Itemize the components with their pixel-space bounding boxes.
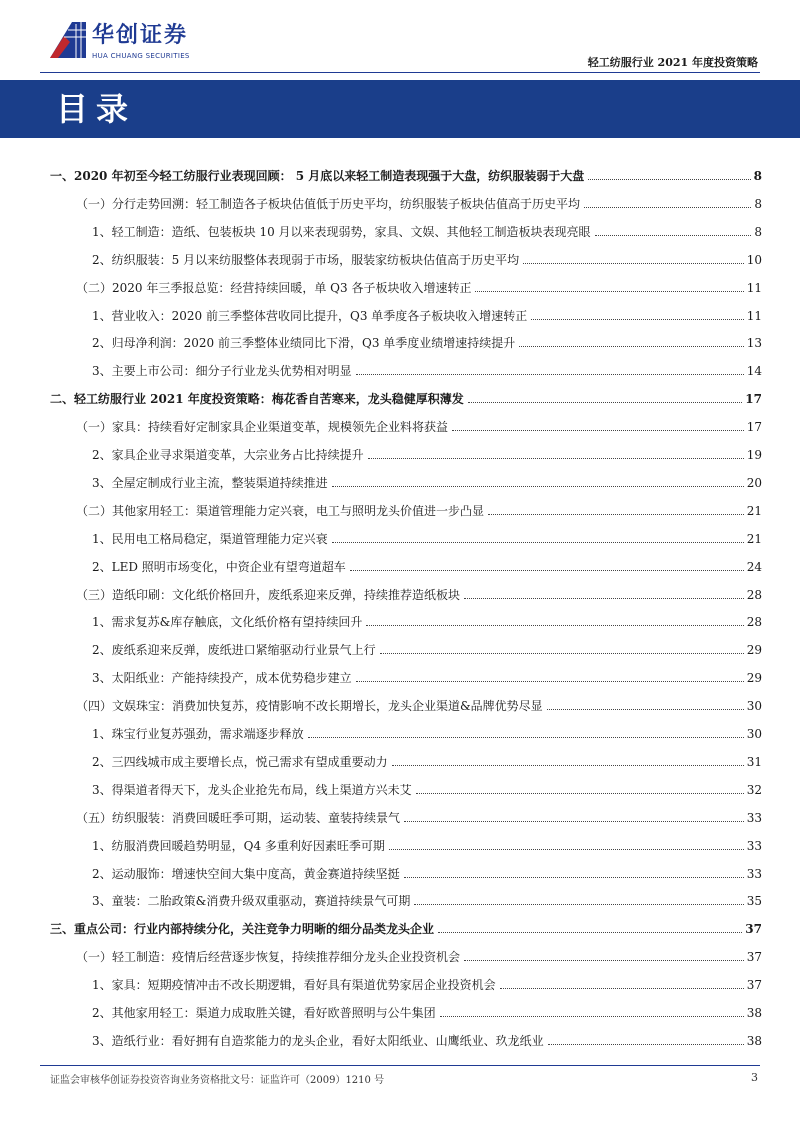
toc-page-number: 28 (746, 615, 762, 629)
toc-dot-leader (438, 932, 742, 933)
report-title: 轻工纺服行业 2021 年度投资策略 (587, 56, 758, 69)
toc-entry[interactable] (50, 389, 762, 409)
toc-page-number: 29 (746, 671, 762, 685)
toc-entry-title: 一、2020 年初至今轻工纺服行业表现回顾： 5 月底以来轻工制造表现强于大盘，纺织服装弱于大盘 (50, 169, 585, 183)
toc-page-number: 33 (746, 839, 762, 853)
toc-entry-title: （二）2020 年三季报总览：经营持续回暖，单 Q3 各子板块收入增速转正 (76, 281, 472, 295)
toc-entry[interactable] (92, 752, 762, 772)
toc-entry[interactable] (92, 445, 762, 465)
toc-page-number: 28 (746, 588, 762, 602)
toc-dot-leader (531, 319, 743, 320)
toc-entry-title: 2、纺织服装：5 月以来纺服整体表现弱于市场，服装家纺板块估值高于历史平均 (92, 253, 520, 267)
toc-page-number: 37 (745, 922, 762, 936)
toc-page-number: 38 (746, 1034, 762, 1048)
toc-dot-leader (404, 821, 744, 822)
toc-entry[interactable] (92, 473, 762, 493)
toc-page-number: 8 (754, 225, 762, 239)
toc-entry[interactable] (76, 194, 762, 214)
toc-page-number: 19 (746, 448, 762, 462)
toc-page-number: 30 (746, 727, 762, 741)
toc-page-number: 31 (746, 755, 762, 769)
toc-dot-leader (368, 458, 744, 459)
toc-page-number: 20 (746, 476, 762, 490)
toc-dot-leader (416, 793, 744, 794)
toc-entry-title: 二、轻工纺服行业 2021 年度投资策略：梅花香自苦寒来，龙头稳健厚积薄发 (50, 392, 464, 406)
toc-entry-title: 2、废纸系迎来反弹，废纸进口紧缩驱动行业景气上行 (92, 643, 376, 657)
toc-dot-leader (308, 737, 744, 738)
toc-page-number: 33 (746, 867, 762, 881)
toc-page-number: 32 (746, 783, 762, 797)
toc-dot-leader (452, 430, 744, 431)
toc-entry[interactable] (92, 864, 762, 884)
toc-entry[interactable] (92, 891, 762, 911)
toc-entry-title: 1、家具：短期疫情冲击不改长期逻辑，看好具有渠道优势家居企业投资机会 (92, 978, 496, 992)
toc-dot-leader (500, 988, 744, 989)
logo-wordmark: 华创证券 (92, 23, 189, 48)
toc-dot-leader (547, 709, 744, 710)
toc-page-number: 37 (746, 950, 762, 964)
toc-page-number: 11 (746, 309, 762, 323)
toc-dot-leader (356, 681, 744, 682)
toc-entry[interactable] (92, 975, 762, 995)
toc-entry-title: 3、全屋定制成行业主流，整装渠道持续推进 (92, 476, 328, 490)
toc-entry[interactable] (76, 501, 762, 521)
toc-page-number: 30 (746, 699, 762, 713)
footer-divider (40, 1065, 760, 1066)
toc-entry[interactable] (76, 417, 762, 437)
page-number: 3 (751, 1071, 758, 1084)
toc-entry[interactable] (92, 724, 762, 744)
toc-entry[interactable] (92, 250, 762, 270)
toc-page-number: 33 (746, 811, 762, 825)
toc-dot-leader (595, 235, 752, 236)
toc-entry[interactable] (92, 668, 762, 688)
page-title: 目录 (56, 90, 137, 128)
toc-entry[interactable] (76, 947, 762, 967)
huachuang-logo-icon (50, 22, 86, 58)
toc-page-number: 37 (746, 978, 762, 992)
toc-dot-leader (332, 486, 744, 487)
toc-entry[interactable] (92, 640, 762, 660)
toc-entry[interactable] (92, 1003, 762, 1023)
toc-dot-leader (414, 904, 743, 905)
toc-entry[interactable] (92, 306, 762, 326)
toc-page-number: 13 (746, 336, 762, 350)
footer-disclaimer: 证监会审核华创证券投资咨询业务资格批文号：证监许可（2009）1210 号 (50, 1075, 385, 1086)
toc-dot-leader (350, 570, 744, 571)
toc-page-number: 35 (746, 894, 762, 908)
toc-entry[interactable] (92, 361, 762, 381)
toc-entry-title: （二）其他家用轻工：渠道管理能力定兴衰，电工与照明龙头价值进一步凸显 (76, 504, 485, 518)
toc-entry[interactable] (92, 780, 762, 800)
toc-entry[interactable] (76, 696, 762, 716)
toc-entry-title: 2、其他家用轻工：渠道力成取胜关键，看好欧普照明与公牛集团 (92, 1006, 436, 1020)
header-divider (40, 72, 760, 73)
toc-dot-leader (464, 960, 744, 961)
toc-page-number: 8 (754, 197, 762, 211)
toc-page-number: 8 (753, 169, 762, 183)
toc-entry-title: 1、轻工制造：造纸、包装板块 10 月以来表现弱势，家具、文娱、其他轻工制造板块表现亮眼 (92, 225, 591, 239)
toc-dot-leader (488, 514, 744, 515)
toc-entry-title: （三）造纸印刷：文化纸价格回升，废纸系迎来反弹，持续推荐造纸板块 (76, 588, 461, 602)
toc-entry-title: 2、归母净利润：2020 前三季整体业绩同比下滑，Q3 单季度业绩增速持续提升 (92, 336, 516, 350)
toc-entry[interactable] (92, 222, 762, 242)
toc-entry-title: 1、需求复苏&库存触底，文化纸价格有望持续回升 (92, 615, 363, 629)
toc-dot-leader (392, 765, 744, 766)
toc-page-number: 14 (746, 364, 762, 378)
toc-page-number: 29 (746, 643, 762, 657)
toc-entry[interactable] (92, 1031, 762, 1051)
toc-entry-title: 2、LED 照明市场变化，中资企业有望弯道超车 (92, 560, 346, 574)
toc-entry-title: 2、家具企业寻求渠道变革，大宗业务占比持续提升 (92, 448, 364, 462)
toc-entry[interactable] (76, 278, 762, 298)
page-header (0, 0, 800, 78)
toc-entry-title: 1、民用电工格局稳定，渠道管理能力定兴衰 (92, 532, 328, 546)
toc-page-number: 17 (746, 420, 762, 434)
toc-entry[interactable] (50, 166, 762, 186)
toc-entry-title: 3、童装：二胎政策&消费升级双重驱动，赛道持续景气可期 (92, 894, 411, 908)
toc-entry[interactable] (76, 585, 762, 605)
toc-entry-title: （一）家具：持续看好定制家具企业渠道变革，规模领先企业料将获益 (76, 420, 449, 434)
toc-entry-title: 3、主要上市公司：细分子行业龙头优势相对明显 (92, 364, 352, 378)
toc-page-number: 24 (746, 560, 762, 574)
toc-dot-leader (548, 1044, 744, 1045)
toc-dot-leader (468, 402, 743, 403)
toc-page-number: 38 (746, 1006, 762, 1020)
toc-entry-title: 3、得渠道者得天下，龙头企业抢先布局，线上渠道方兴未艾 (92, 783, 412, 797)
toc-dot-leader (523, 263, 744, 264)
toc-dot-leader (380, 653, 744, 654)
toc-page-number: 17 (745, 392, 762, 406)
toc-entry-title: （四）文娱珠宝：消费加快复苏，疫情影响不改长期增长，龙头企业渠道&品牌优势尽显 (76, 699, 543, 713)
toc-dot-leader (440, 1016, 744, 1017)
logo-english-name: HUA CHUANG SECURITIES (92, 52, 190, 60)
toc-entry[interactable] (92, 529, 762, 549)
toc-entry-title: （一）轻工制造：疫情后经营逐步恢复，持续推荐细分龙头企业投资机会 (76, 950, 461, 964)
toc-dot-leader (332, 542, 744, 543)
toc-page-number: 21 (746, 532, 762, 546)
toc-entry-title: 1、纺服消费回暖趋势明显，Q4 多重利好因素旺季可期 (92, 839, 385, 853)
toc-entry-title: （一）分行走势回溯：轻工制造各子板块估值低于历史平均，纺织服装子板块估值高于历史平均 (76, 197, 581, 211)
toc-dot-leader (389, 849, 744, 850)
toc-dot-leader (475, 291, 743, 292)
toc-entry[interactable] (92, 836, 762, 856)
toc-page-number: 11 (746, 281, 762, 295)
toc-entry-title: 1、营业收入：2020 前三季整体营收同比提升，Q3 单季度各子板块收入增速转正 (92, 309, 528, 323)
toc-dot-leader (356, 374, 744, 375)
toc-entry-title: 2、运动服饰：增速快空间大集中度高，黄金赛道持续坚挺 (92, 867, 400, 881)
toc-entry[interactable] (92, 612, 762, 632)
toc-entry-title: 1、珠宝行业复苏强劲，需求端逐步释放 (92, 727, 304, 741)
toc-entry-title: 3、造纸行业：看好拥有自造浆能力的龙头企业，看好太阳纸业、山鹰纸业、玖龙纸业 (92, 1034, 544, 1048)
toc-dot-leader (464, 598, 744, 599)
toc-entry[interactable] (50, 919, 762, 939)
toc-page-number: 21 (746, 504, 762, 518)
toc-dot-leader (404, 877, 744, 878)
toc-dot-leader (366, 625, 743, 626)
toc-entry-title: 三、重点公司：行业内部持续分化，关注竞争力明晰的细分品类龙头企业 (50, 922, 435, 936)
toc-entry-title: 3、太阳纸业：产能持续投产，成本优势稳步建立 (92, 671, 352, 685)
toc-entry-title: （五）纺织服装：消费回暖旺季可期，运动装、童装持续景气 (76, 811, 401, 825)
toc-entry-title: 2、三四线城市成主要增长点，悦己需求有望成重要动力 (92, 755, 388, 769)
toc-entry[interactable] (92, 557, 762, 577)
toc-dot-leader (588, 179, 750, 180)
toc-dot-leader (519, 346, 743, 347)
toc-page-number: 10 (746, 253, 762, 267)
toc-entry[interactable] (76, 808, 762, 828)
toc-entry[interactable] (92, 333, 762, 353)
toc-dot-leader (584, 207, 751, 208)
